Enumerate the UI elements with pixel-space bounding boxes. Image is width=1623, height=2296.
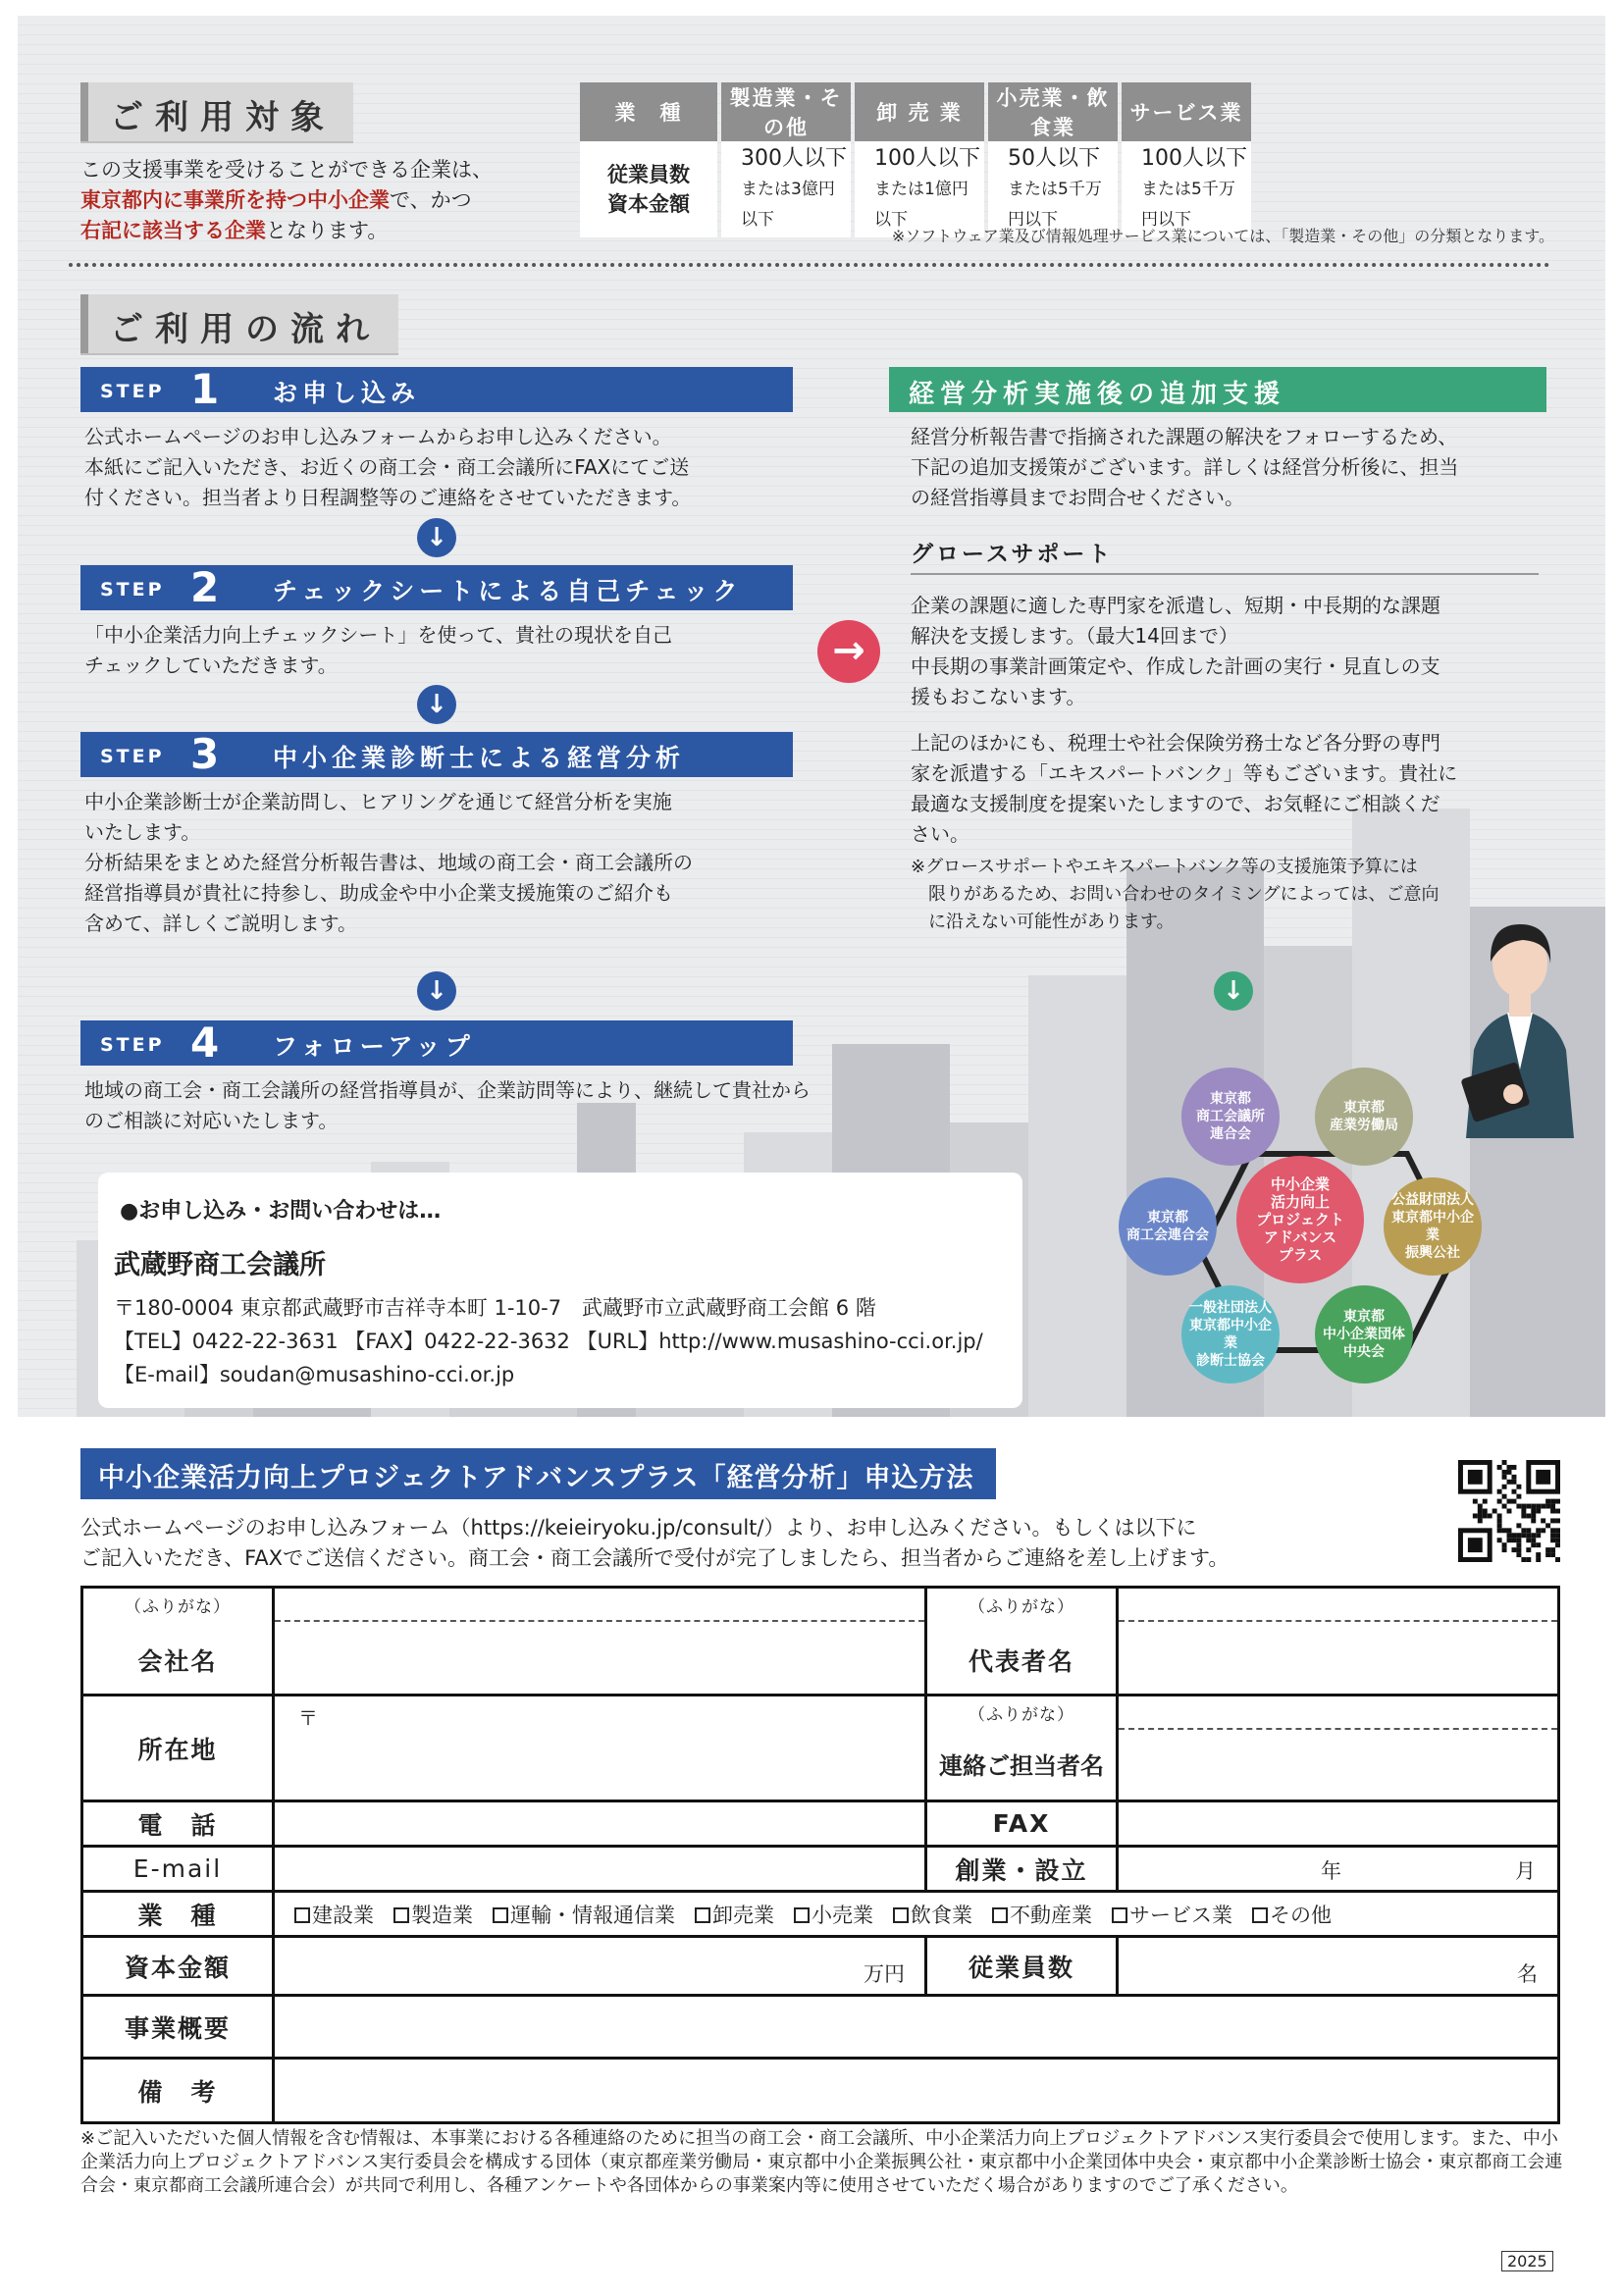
founded-field[interactable]: [1118, 1847, 1559, 1892]
step-word: STEP: [100, 1034, 165, 1056]
address-label: 所在地: [82, 1696, 274, 1801]
intro-text: となります。: [266, 219, 389, 242]
checkbox[interactable]: [695, 1907, 710, 1923]
employees-value: 100人以下: [874, 146, 980, 171]
software-note: ※ソフトウェア業及び情報処理サービス業については、「製造業・その他」の分類となります。: [891, 227, 1554, 245]
employees-label: 従業員数: [607, 163, 690, 186]
checkbox[interactable]: [893, 1907, 909, 1923]
industry-options: [274, 1892, 1559, 1937]
expert-bank-line: さい。: [911, 822, 969, 846]
checkbox[interactable]: [1112, 1907, 1127, 1923]
usage-target-heading: ご利用対象: [80, 82, 353, 141]
company-name-field[interactable]: [274, 1588, 926, 1696]
business-field[interactable]: [274, 1996, 1559, 2059]
growth-support-line: 企業の課題に適した専門家を派遣し、短期・中長期的な課題: [911, 594, 1440, 617]
contact-box: [98, 1173, 1022, 1408]
step-body-line: いたします。: [84, 820, 201, 844]
capital-field[interactable]: [274, 1937, 926, 1996]
industry-option[interactable]: [893, 1904, 972, 1927]
dotted-divider: [69, 263, 1550, 267]
furigana-label: （ふりがな）: [969, 1597, 1074, 1617]
table-header: サービス業: [1122, 82, 1251, 141]
step-word: STEP: [100, 381, 165, 402]
contact-person-field[interactable]: [1118, 1696, 1559, 1801]
expert-bank-line: 家を派遣する「エキスパートバンク」等もございます。貴社に: [911, 761, 1458, 785]
checkbox[interactable]: [1252, 1907, 1268, 1923]
growth-support-title: グロースサポート: [911, 542, 1114, 567]
industry-label: 卸売業: [712, 1903, 774, 1927]
capital-value: または3億円以下: [741, 180, 835, 230]
email-field[interactable]: [274, 1847, 926, 1892]
employees-label: 従業員数: [926, 1937, 1118, 1996]
down-arrow-icon: ↓: [417, 971, 456, 1011]
diagram-node: 東京都 産業労働局: [1315, 1068, 1413, 1166]
industry-label: 運輸・情報通信業: [510, 1903, 675, 1927]
year-badge: 2025: [1501, 2251, 1553, 2271]
emphasis-text: 東京都内に事業所を持つ中小企業: [80, 188, 390, 212]
employees-value: 300人以下: [741, 146, 847, 171]
phone-label: 電 話: [82, 1801, 274, 1847]
industry-label: その他: [1270, 1903, 1332, 1927]
industry-option[interactable]: [493, 1904, 675, 1927]
intro-line: [80, 216, 493, 246]
remarks-label: 備 考: [82, 2059, 274, 2123]
contact-heading: ●お申し込み・お問い合わせは…: [120, 1199, 442, 1224]
usage-target-intro: [80, 155, 493, 246]
step-2-body: [84, 620, 672, 681]
step-body-line: 含めて、詳しくご説明します。: [84, 912, 357, 935]
year-unit: 年: [1321, 1859, 1341, 1883]
expert-bank-body: [911, 728, 1457, 850]
diagram-node: 東京都 中小企業団体 中央会: [1315, 1285, 1413, 1383]
month-unit: 月: [1515, 1859, 1536, 1883]
industry-label: 建設業: [312, 1903, 374, 1927]
growth-support-body: [911, 591, 1440, 712]
growth-support-line: 解決を支援します。（最大14回まで）: [911, 624, 1238, 648]
budget-notice-line: に沿えない可能性があります。: [911, 912, 1175, 932]
industry-option[interactable]: [992, 1904, 1092, 1927]
capital-unit: 万円: [864, 1962, 905, 1986]
step-4-bar: [80, 1020, 793, 1066]
step-title: お申し込み: [273, 379, 421, 407]
form-intro-line: 公式ホームページのお申し込みフォーム（https://keieiryoku.jp/consult/）より、お申し込みください。もしくは以下に: [80, 1516, 1197, 1539]
table-header: 製造業・その他: [721, 82, 851, 141]
emphasis-text: 右記に該当する企業: [80, 219, 266, 242]
down-arrow-icon: ↓: [1214, 971, 1253, 1011]
additional-support-line: 経営分析報告書で指摘された課題の解決をフォローするため、: [911, 425, 1458, 448]
table-header: 小売業・飲食業: [988, 82, 1118, 141]
eligibility-table: [576, 82, 1255, 237]
industry-label: 製造業: [411, 1903, 473, 1927]
employees-value: 50人以下: [1008, 146, 1100, 171]
step-body-line: 経営指導員が貴社に持参し、助成金や中小企業支援施策のご紹介も: [84, 881, 673, 905]
founded-label: 創業・設立: [926, 1847, 1118, 1892]
step-3-bar: [80, 732, 793, 777]
step-body-line: のご相談に対応いたします。: [84, 1109, 339, 1132]
employees-value: 100人以下: [1141, 146, 1247, 171]
fax-label: FAX: [926, 1801, 1118, 1847]
business-label: 事業概要: [82, 1996, 274, 2059]
remarks-field[interactable]: [274, 2059, 1559, 2123]
phone-field[interactable]: [274, 1801, 926, 1847]
checkbox[interactable]: [493, 1907, 508, 1923]
budget-notice-line: ※グロースサポートやエキスパートバンク等の支援施策予算には: [911, 857, 1418, 877]
intro-text: で、かつ: [390, 188, 472, 212]
step-body-line: 付ください。担当者より日程調整等のご連絡をさせていただきます。: [84, 486, 692, 509]
checkbox[interactable]: [992, 1907, 1008, 1923]
industry-option[interactable]: [393, 1904, 473, 1927]
form-intro: [80, 1513, 1229, 1574]
down-arrow-icon: ↓: [417, 518, 456, 557]
capital-label: 資本金額: [607, 192, 690, 216]
organization-name: 武蔵野商工会議所: [114, 1250, 326, 1280]
step-body-line: 中小企業診断士が企業訪問し、ヒアリングを通じて経営分析を実施: [84, 790, 672, 813]
industry-label: 業 種: [82, 1892, 274, 1937]
diagram-node: 東京都 商工会議所 連合会: [1181, 1068, 1280, 1166]
diagram-center-node: 中小企業 活力向上 プロジェクト アドバンス プラス: [1236, 1156, 1364, 1283]
intro-line: [80, 185, 493, 216]
checkbox[interactable]: [393, 1907, 409, 1923]
additional-support-line: 下記の追加支援策がございます。詳しくは経営分析後に、担当: [911, 455, 1459, 479]
furigana-label: （ふりがな）: [969, 1705, 1074, 1725]
industry-label: 飲食業: [911, 1903, 972, 1927]
postal-mark: 〒: [298, 1706, 318, 1730]
privacy-note: ※ご記入いただいた個人情報を含む情報は、本事業における各種連絡のために担当の商工会・商工会議所、中小企業活力向上プロジェクトアドバンス実行委員会で使用します。また、中小企業活力向上プロジェクトアドバンス実行委員会を構成する団体（東京都産業労働局・東京都中小企業振興公社・東京都中小企業団体中央会・東京都中小企業診断士協会・東京都商工会連合会・東京都商工会議所連合会）が共同で利用し、各種アンケートや各団体からの事業案内等に使用させていただく場合がありますのでご了承ください。: [80, 2128, 1563, 2196]
contact-person-label: （ふりがな） 連絡ご担当者名: [926, 1696, 1118, 1801]
capital-value: または5千万円以下: [1141, 180, 1235, 230]
additional-support-body: [911, 422, 1458, 513]
diagram-node: 一般社団法人 東京都中小企業 診断士協会: [1181, 1285, 1280, 1383]
step-number: 1: [190, 365, 220, 413]
budget-notice: [911, 854, 1440, 936]
table-cell: [721, 141, 851, 237]
diagram-node: 公益財団法人 東京都中小企業 振興公社: [1384, 1177, 1482, 1276]
step-2-bar: [80, 565, 793, 610]
employees-field[interactable]: [1118, 1937, 1559, 1996]
step-4-body: [84, 1075, 811, 1136]
employees-unit: 名: [1517, 1962, 1538, 1986]
right-arrow-icon: →: [817, 620, 880, 683]
form-title: 中小企業活力向上プロジェクトアドバンスプラス「経営分析」申込方法: [80, 1448, 996, 1499]
intro-text: この支援事業を受けることができる企業は、: [80, 158, 493, 182]
industry-label: サービス業: [1129, 1903, 1232, 1927]
checkbox[interactable]: [794, 1907, 810, 1923]
industry-label: 不動産業: [1010, 1903, 1092, 1927]
industry-option[interactable]: [695, 1904, 774, 1927]
company-name-label: （ふりがな） 会社名: [82, 1588, 274, 1696]
diagram-node: 東京都 商工会連合会: [1119, 1177, 1217, 1276]
budget-notice-line: 限りがあるため、お問い合わせのタイミングによっては、ご意向: [911, 884, 1440, 905]
fax-field[interactable]: [1118, 1801, 1559, 1847]
industry-option[interactable]: [794, 1904, 873, 1927]
industry-label: 小売業: [812, 1903, 873, 1927]
additional-support-line: の経営指導員までお問合せください。: [911, 486, 1244, 509]
industry-option[interactable]: [294, 1904, 374, 1927]
step-3-body: [84, 787, 693, 939]
contact-tel-fax-url: 【TEL】0422-22-3631 【FAX】0422-22-3632 【URL】http://www.musashino-cci.or.jp/: [114, 1330, 983, 1353]
application-form: [80, 1586, 1560, 2124]
step-body-line: 本紙にご記入いただき、お近くの商工会・商工会議所にFAXにてご送: [84, 455, 690, 479]
step-title: チェックシートによる自己チェック: [273, 577, 743, 605]
growth-support-line: 援もおこないます。: [911, 685, 1086, 708]
step-title: 中小企業診断士による経営分析: [273, 744, 686, 772]
step-number: 2: [190, 563, 220, 611]
capital-value: または1億円以下: [874, 180, 969, 230]
flow-heading: ご利用の流れ: [80, 294, 398, 353]
capital-label: 資本金額: [82, 1937, 274, 1996]
step-body-line: チェックしていただきます。: [84, 653, 338, 677]
furigana-label: （ふりがな）: [125, 1597, 231, 1617]
intro-line: [80, 155, 493, 185]
step-number: 4: [190, 1018, 220, 1067]
step-1-body: [84, 422, 691, 513]
email-label: E-mail: [82, 1847, 274, 1892]
industry-option[interactable]: [1252, 1904, 1332, 1927]
expert-bank-line: 最適な支援制度を提案いたしますので、お気軽にご相談くだ: [911, 792, 1440, 815]
step-number: 3: [190, 730, 220, 778]
step-body-line: 地域の商工会・商工会議所の経営指導員が、企業訪問等により、継続して貴社から: [84, 1078, 811, 1102]
table-header: 卸 売 業: [855, 82, 984, 141]
businesswoman-illustration: [1446, 903, 1594, 1138]
address-field[interactable]: [274, 1696, 926, 1801]
representative-label: （ふりがな） 代表者名: [926, 1588, 1118, 1696]
growth-support-line: 中長期の事業計画策定や、作成した計画の実行・見直しの支: [911, 654, 1440, 678]
step-body-line: 分析結果をまとめた経営分析報告書は、地域の商工会・商工会議所の: [84, 851, 693, 874]
step-word: STEP: [100, 746, 165, 767]
step-1-bar: [80, 367, 793, 412]
step-title: フォローアップ: [273, 1032, 475, 1061]
capital-value: または5千万円以下: [1008, 180, 1102, 230]
industry-option[interactable]: [1112, 1904, 1232, 1927]
down-arrow-icon: ↓: [417, 685, 456, 724]
additional-support-heading: 経営分析実施後の追加支援: [889, 367, 1546, 412]
step-word: STEP: [100, 579, 165, 600]
contact-email: 【E-mail】soudan@musashino-cci.or.jp: [114, 1363, 515, 1386]
qr-code-icon[interactable]: [1458, 1460, 1560, 1562]
checkbox[interactable]: [294, 1907, 310, 1923]
contact-address: 〒180-0004 東京都武蔵野市吉祥寺本町 1-10-7 武蔵野市立武蔵野商工会館 6 階: [114, 1296, 876, 1320]
row-labels: [580, 141, 717, 237]
representative-field[interactable]: [1118, 1588, 1559, 1696]
step-body-line: 公式ホームページのお申し込みフォームからお申し込みください。: [84, 425, 672, 448]
form-intro-line: ご記入いただき、FAXでご送信ください。商工会・商工会議所で受付が完了しましたら、担当者からご連絡を差し上げます。: [80, 1546, 1230, 1570]
expert-bank-line: 上記のほかにも、税理士や社会保険労務士など各分野の専門: [911, 731, 1440, 755]
growth-support-rule: [911, 573, 1539, 575]
table-header: 業 種: [580, 82, 717, 141]
step-body-line: 「中小企業活力向上チェックシート」を使って、貴社の現状を自己: [84, 623, 672, 647]
